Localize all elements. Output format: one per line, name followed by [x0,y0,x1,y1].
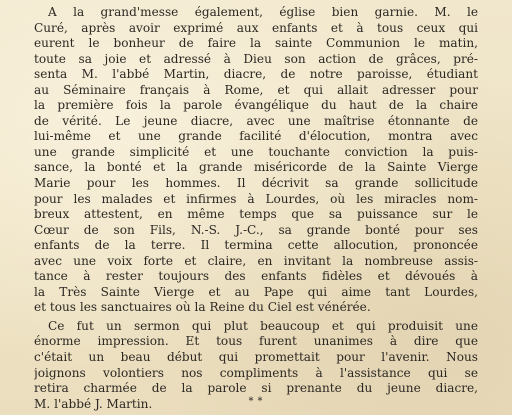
text-line: et tous les sanctuaires où la Reine du Ciel est vénérée. [34,300,371,315]
text-line: énorme impression. Et tous furent unanimes à dire que [34,334,478,349]
text-line: avec une voix forte et claire, en invitant la nombreuse assis- [34,253,478,268]
text-line: Curé, après avoir exprimé aux enfants et à tous ceux qui [34,20,478,35]
text-line: lui-même et une grande facilité d'élocution, montra avec [34,129,478,144]
text-line: toute sa joie et adressé à Dieu son action de grâces, pré- [34,51,478,66]
text-line: enfants de la terre. Il termina cette allocution, prononcée [34,238,478,253]
text-line: Cœur de son Fils, N.-S. J.-C., sa grande bonté pour ses [34,222,478,237]
text-line: eurent le bonheur de faire la sainte Communion le matin, [34,36,478,51]
text-line: tance à rester toujours des enfants fidèles et dévoués à [34,269,478,284]
paragraph-1 [34,5,478,316]
text-line: joignons volontiers nos compliments à l'assistance qui se [34,365,478,380]
text-line: une grande simplicité et une touchante conviction la puis- [34,144,478,159]
text-line: la première fois la parole évangélique du haut de la chaire [34,98,478,113]
asterism-ornament: * * [248,396,264,407]
text-line: breux attestent, en même temps que sa puissance sur le [34,207,478,222]
text-line: la Très Sainte Vierge et au Pape qui aime tant Lourdes, [34,284,478,299]
text-line: pour les malades et infirmes à Lourdes, où les miracles nom- [34,191,478,206]
text-line: senta M. l'abbé Martin, diacre, de notre paroisse, étudiant [34,67,478,82]
text-line: M. l'abbé J. Martin. [34,396,153,411]
text-line: Ce fut un sermon qui plut beaucoup et qui produisit une [48,318,478,333]
text-line: A la grand'messe également, église bien garnie. M. le [48,5,478,19]
text-line: Marie pour les hommes. Il décrivit sa grande sollicitude [34,176,478,191]
article-text [34,0,478,412]
text-line: c'était un beau début qui promettait pour l'avenir. Nous [34,350,478,365]
text-line: sance, la bonté et la grande miséricorde de la Sainte Vierge [34,160,478,175]
text-line: au Séminaire français à Rome, et qui allait adresser pour [34,82,478,97]
text-line: retira charmée de la parole si prenante du jeune diacre, [34,381,478,396]
text-line: de vérité. Le jeune diacre, avec une maîtrise étonnante de [34,113,478,128]
